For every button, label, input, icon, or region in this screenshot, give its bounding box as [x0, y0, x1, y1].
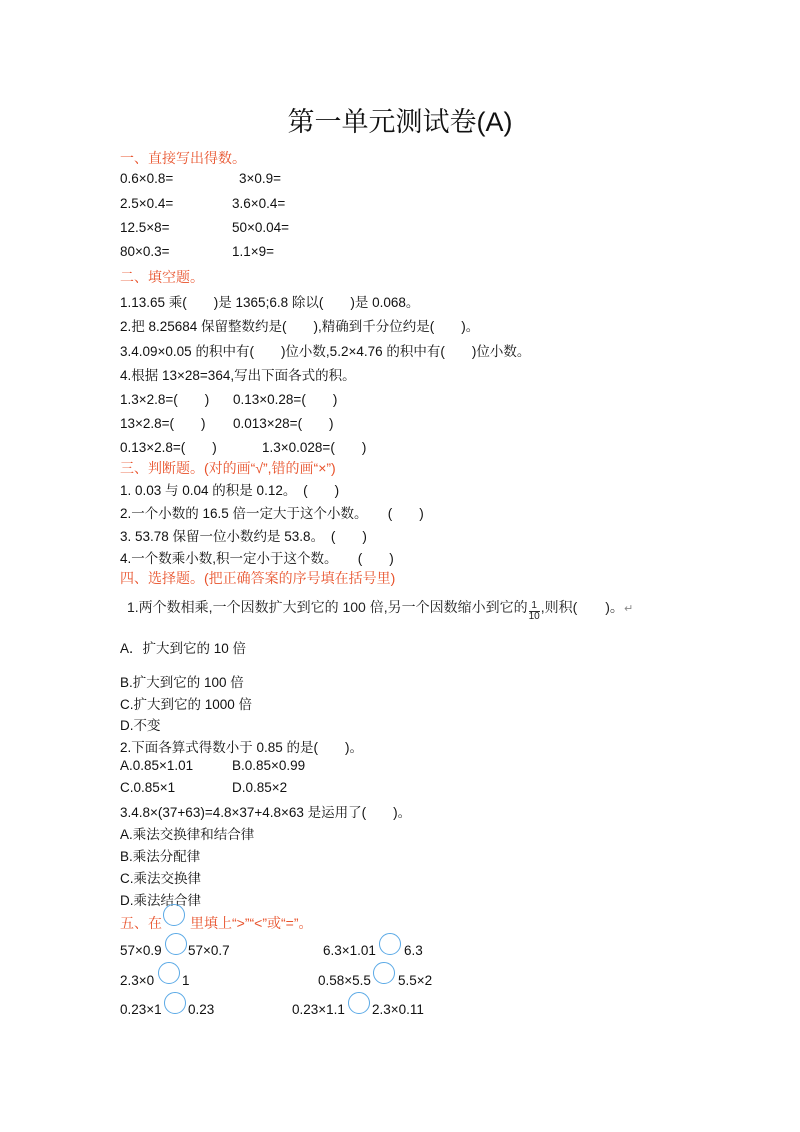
- product-item: 1.3×2.8=( ): [120, 392, 210, 407]
- product-item: 0.13×2.8=( ): [120, 440, 217, 455]
- judge-item: 4.一个数乘小数,积一定小于这个数。 ( ): [120, 551, 394, 566]
- option-item: B.0.85×0.99: [232, 758, 306, 773]
- option-b: B.乘法分配律: [120, 849, 201, 864]
- option-item: C.0.85×1: [120, 780, 176, 795]
- compare-left: 6.3×1.01: [323, 943, 376, 958]
- option-a: A.乘法交换律和结合律: [120, 827, 255, 842]
- choice-question-2: 2.下面各算式得数小于 0.85 的是( )。: [120, 740, 364, 755]
- compare-circle[interactable]: [158, 962, 180, 984]
- compare-left: 0.58×5.5: [318, 973, 371, 988]
- compare-circle[interactable]: [165, 933, 187, 955]
- section-4-heading: 四、选择题。(把正确答案的序号填在括号里): [120, 570, 396, 586]
- compare-left: 0.23×1: [120, 1002, 162, 1017]
- compare-circle[interactable]: [164, 992, 186, 1014]
- compare-right: 6.3: [404, 943, 423, 958]
- section-1-heading: 一、直接写出得数。: [120, 150, 246, 166]
- calc-item: 0.6×0.8=: [120, 171, 174, 186]
- return-mark-icon: ↵: [623, 603, 634, 615]
- option-c: C.扩大到它的 1000 倍: [120, 697, 253, 712]
- compare-left: 57×0.9: [120, 943, 162, 958]
- product-item: 0.13×0.28=( ): [233, 392, 338, 407]
- compare-circle[interactable]: [348, 992, 370, 1014]
- fill-question-4: 4.根据 13×28=364,写出下面各式的积。: [120, 368, 356, 383]
- calc-item: 2.5×0.4=: [120, 196, 174, 211]
- product-item: 13×2.8=( ): [120, 416, 206, 431]
- section-2-heading: 二、填空题。: [120, 269, 204, 285]
- option-item: D.0.85×2: [232, 780, 288, 795]
- section-5-heading: 五、在 里填上“>”“<”或“=”。: [120, 915, 313, 931]
- option-d: D.乘法结合律: [120, 893, 201, 908]
- section-3-heading: 三、判断题。(对的画“√”,错的画“×”): [120, 460, 336, 476]
- fill-question-2: 2.把 8.25684 保留整数约是( ),精确到千分位约是( )。: [120, 319, 480, 334]
- judge-item: 1. 0.03 与 0.04 的积是 0.12。 ( ): [120, 483, 340, 498]
- choice-question-3: 3.4.8×(37+63)=4.8×37+4.8×63 是运用了( )。: [120, 805, 412, 820]
- compare-circle[interactable]: [379, 933, 401, 955]
- fraction-one-tenth: $\frac{1}{10}$: [528, 600, 540, 622]
- option-d: D.不变: [120, 718, 161, 733]
- judge-item: 3. 53.78 保留一位小数约是 53.8。 ( ): [120, 529, 367, 544]
- option-b: B.扩大到它的 100 倍: [120, 675, 244, 690]
- product-item: 1.3×0.028=( ): [262, 440, 367, 455]
- compare-left: 2.3×0: [120, 973, 155, 988]
- compare-right: 2.3×0.11: [372, 1002, 424, 1017]
- calc-item: 3.6×0.4=: [232, 196, 286, 211]
- compare-right: 5.5×2: [398, 973, 433, 988]
- product-item: 0.013×28=( ): [233, 416, 334, 431]
- compare-circle-icon: [163, 904, 185, 926]
- compare-right: 57×0.7: [188, 943, 230, 958]
- choice-question-1: 1.两个数相乘,一个因数扩大到它的 100 倍,另一个因数缩小到它的 $\frac{1}{10}$ ,则积( )。↵: [127, 599, 634, 622]
- calc-item: 3×0.9=: [239, 171, 282, 186]
- option-a: A．扩大到它的 10 倍: [120, 641, 247, 656]
- compare-circle[interactable]: [373, 962, 395, 984]
- calc-item: 80×0.3=: [120, 244, 170, 259]
- calc-item: 1.1×9=: [232, 244, 275, 259]
- option-c: C.乘法交换律: [120, 871, 201, 886]
- compare-left: 0.23×1.1: [292, 1002, 345, 1017]
- fill-question-3: 3.4.09×0.05 的积中有( )位小数,5.2×4.76 的积中有( )位小数。: [120, 344, 531, 359]
- compare-right: 1: [182, 973, 190, 988]
- option-item: A.0.85×1.01: [120, 758, 194, 773]
- judge-item: 2.一个小数的 16.5 倍一定大于这个小数。 ( ): [120, 506, 424, 521]
- calc-item: 12.5×8=: [120, 220, 170, 235]
- fill-question-1: 1.13.65 乘( )是 1365;6.8 除以( )是 0.068。: [120, 295, 420, 310]
- page-title: 第一单元测试卷(A): [287, 107, 513, 137]
- compare-right: 0.23: [188, 1002, 215, 1017]
- calc-item: 50×0.04=: [232, 220, 290, 235]
